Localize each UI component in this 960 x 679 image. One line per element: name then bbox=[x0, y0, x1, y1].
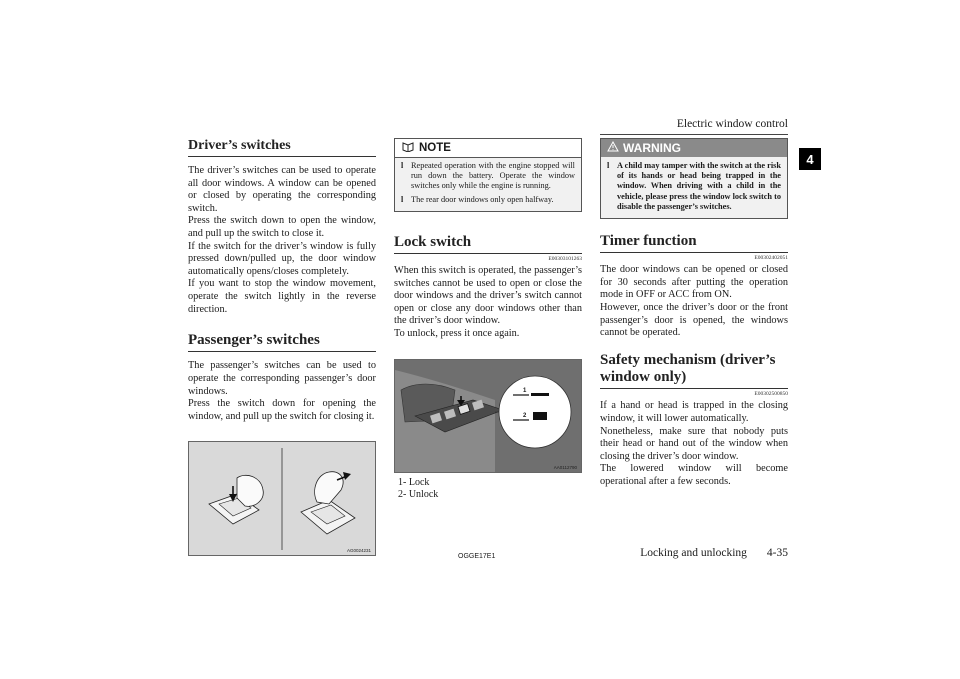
lock-switch-text: When this switch is operated, the passenger’s switches cannot be used to open or close the door windows and the driver’s switch cannot open or close any door windows other than the driver’s door window. To unlock, press it once again. bbox=[394, 265, 582, 340]
caption-unlock: 2- Unlock bbox=[398, 488, 439, 500]
bullet-icon: l bbox=[401, 194, 404, 204]
note-icon bbox=[401, 141, 415, 155]
timer-function-text: The door windows can be opened or closed for 30 seconds after putting the operation mode in OFF or ACC from ON. However, once the driver’s door or the front passenger’s door is opened, the windows cannot be operated. bbox=[600, 264, 788, 339]
note-item bbox=[395, 192, 581, 205]
chapter-tab: 4 bbox=[799, 148, 821, 170]
warning-triangle-icon bbox=[607, 141, 619, 155]
lock-switch-heading: Lock switch bbox=[394, 234, 582, 254]
note-item-text: Repeated operation with the engine stopped will run down the battery. Operate the window switches only while the engine is running. bbox=[411, 161, 575, 191]
window-switch-drawing bbox=[189, 442, 375, 555]
figure-code: AG0024231 bbox=[346, 548, 371, 554]
lock-switch-illustration bbox=[394, 359, 582, 473]
lock-switch-drawing bbox=[395, 360, 581, 472]
column-1 bbox=[188, 138, 376, 556]
window-switch-illustration bbox=[188, 441, 376, 556]
figure-captions bbox=[394, 477, 582, 501]
footer-code: OGGE17E1 bbox=[458, 553, 496, 560]
footer-right bbox=[600, 547, 788, 559]
page-number: 4-35 bbox=[766, 547, 788, 559]
figure-code: AA0112790 bbox=[553, 464, 577, 470]
note-item-text: The rear door windows only open halfway. bbox=[411, 194, 554, 204]
note-item bbox=[395, 158, 581, 192]
warning-text: A child may tamper with the switch at the risk of its hands or head being trapped in the window. When driving with a child in the vehicle, please press the window lock switch to disable the passenger’s switches. bbox=[617, 161, 781, 211]
warning-item bbox=[601, 157, 787, 212]
passengers-switches-text: The passenger’s switches can be used to operate the corresponding passenger’s door windows. Press the switch down for opening the window, and pull up the switch for closing it. bbox=[188, 360, 376, 422]
timer-function-code: E00302402051 bbox=[754, 255, 788, 262]
callout-1: 1 bbox=[523, 387, 527, 394]
warning-label: WARNING bbox=[623, 141, 681, 155]
note-title bbox=[395, 139, 581, 158]
safety-mechanism-text: If a hand or head is trapped in the closing window, it will lower automatically. Nonetheless, make sure that nobody puts their head or hand out of the window when closing the driver’s door window. The lowered window will become operational after a few seconds. bbox=[600, 400, 788, 487]
bullet-icon: l bbox=[607, 161, 610, 170]
lock-switch-code: E00303101263 bbox=[548, 256, 582, 263]
warning-title bbox=[601, 139, 787, 157]
safety-mechanism-heading: Safety mechanism (driver’s window only) bbox=[600, 352, 788, 390]
note-box bbox=[394, 138, 582, 212]
drivers-switches-heading: Driver’s switches bbox=[188, 138, 376, 157]
timer-function-heading: Timer function bbox=[600, 233, 788, 253]
note-label: NOTE bbox=[419, 142, 451, 154]
drivers-switches-text: The driver’s switches can be used to operate all door windows. A window can be opened or closed by operating the corresponding switch. Press the switch down to open the window, and pull up the switch to close it. If the switch for the driver’s window is fully pressed down/pulled up, the door window automatically opens/closes completely. If you want to stop the window movement, operate the switch lightly in the reverse direction. bbox=[188, 165, 376, 315]
running-head-title: Electric window control bbox=[676, 118, 788, 130]
footer-section: Locking and unlocking bbox=[640, 547, 747, 559]
running-head-rule bbox=[600, 134, 788, 135]
callout-2: 2 bbox=[523, 412, 527, 419]
passengers-switches-heading: Passenger’s switches bbox=[188, 332, 376, 352]
column-3 bbox=[600, 138, 788, 488]
safety-mechanism-code: E00302500850 bbox=[754, 391, 788, 398]
column-2 bbox=[394, 138, 582, 501]
caption-lock: 1- Lock bbox=[398, 476, 430, 488]
bullet-icon: l bbox=[401, 161, 404, 170]
warning-box bbox=[600, 138, 788, 219]
